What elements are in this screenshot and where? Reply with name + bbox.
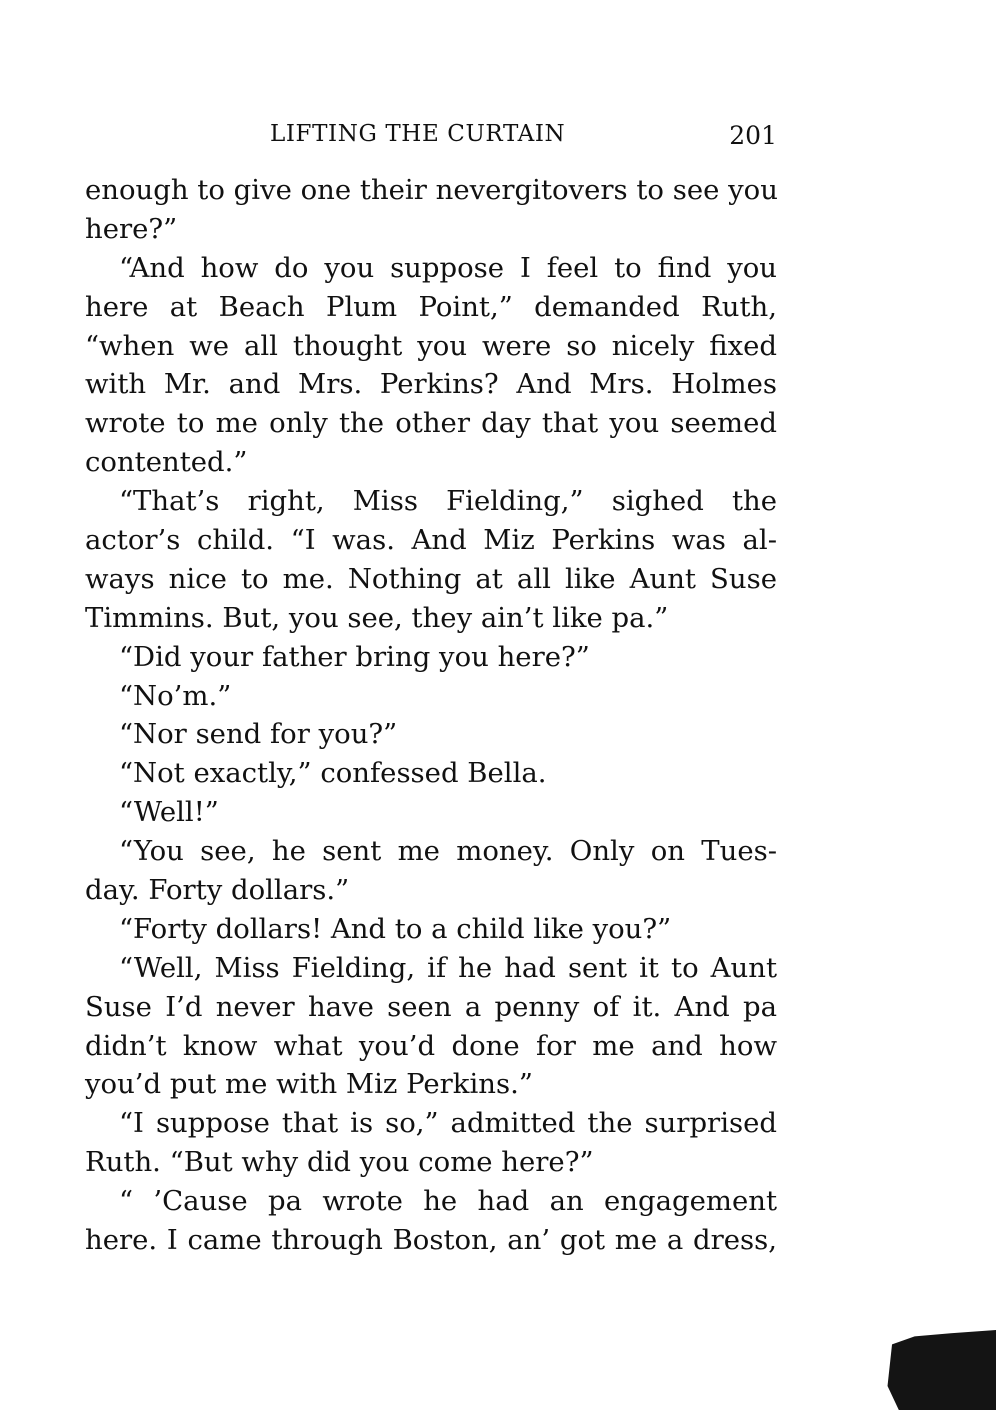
text-line: “Nor send for you?” <box>119 718 398 751</box>
text-line: “And how do you suppose I feel to find you <box>119 251 777 284</box>
text-line: didn’t know what you’d done for me and how <box>85 1029 777 1062</box>
text-line: here at Beach Plum Point,” demanded Ruth, <box>85 290 777 323</box>
scan-edge-shadow <box>883 1330 996 1410</box>
text-line: here. I came through Boston, an’ got me a dress, <box>85 1224 777 1257</box>
running-head <box>85 119 777 153</box>
text-line: “Forty dollars! And to a child like you?” <box>119 912 672 945</box>
running-title: LIFTING THE CURTAIN <box>270 121 566 147</box>
text-line: “when we all thought you were so nicely fixed <box>85 329 777 362</box>
text-line: day. Forty dollars.” <box>85 874 350 907</box>
text-line: actor’s child. “I was. And Miz Perkins was al- <box>85 524 777 557</box>
text-line: with Mr. and Mrs. Perkins? And Mrs. Holmes <box>85 368 777 401</box>
text-line: “Did your father bring you here?” <box>119 640 590 673</box>
text-line: “No’m.” <box>119 679 232 712</box>
text-line: “I suppose that is so,” admitted the surprised <box>119 1107 777 1140</box>
text-line: “Well, Miss Fielding, if he had sent it to Aunt <box>119 951 777 984</box>
text-line: “You see, he sent me money. Only on Tues- <box>119 835 777 868</box>
text-line: Ruth. “But why did you come here?” <box>85 1146 594 1179</box>
text-line: “Well!” <box>119 796 219 829</box>
body-text <box>85 171 777 1260</box>
text-line: “That’s right, Miss Fielding,” sighed the <box>119 485 777 518</box>
text-line: contented.” <box>85 446 248 479</box>
text-line: “ ’Cause pa wrote he had an engagement <box>119 1185 777 1218</box>
text-line: you’d put me with Miz Perkins.” <box>85 1068 533 1101</box>
text-line: Suse I’d never have seen a penny of it. And pa <box>85 990 777 1023</box>
text-line: “Not exactly,” confessed Bella. <box>119 757 547 790</box>
page-number: 201 <box>729 121 777 150</box>
text-line: enough to give one their nevergitovers to see you <box>85 174 778 206</box>
text-line: ways nice to me. Nothing at all like Aunt Suse <box>85 562 777 595</box>
text-line: wrote to me only the other day that you seemed <box>85 407 777 440</box>
text-line: here?” <box>85 212 178 245</box>
text-line: Timmins. But, you see, they ain’t like pa.” <box>85 601 669 634</box>
